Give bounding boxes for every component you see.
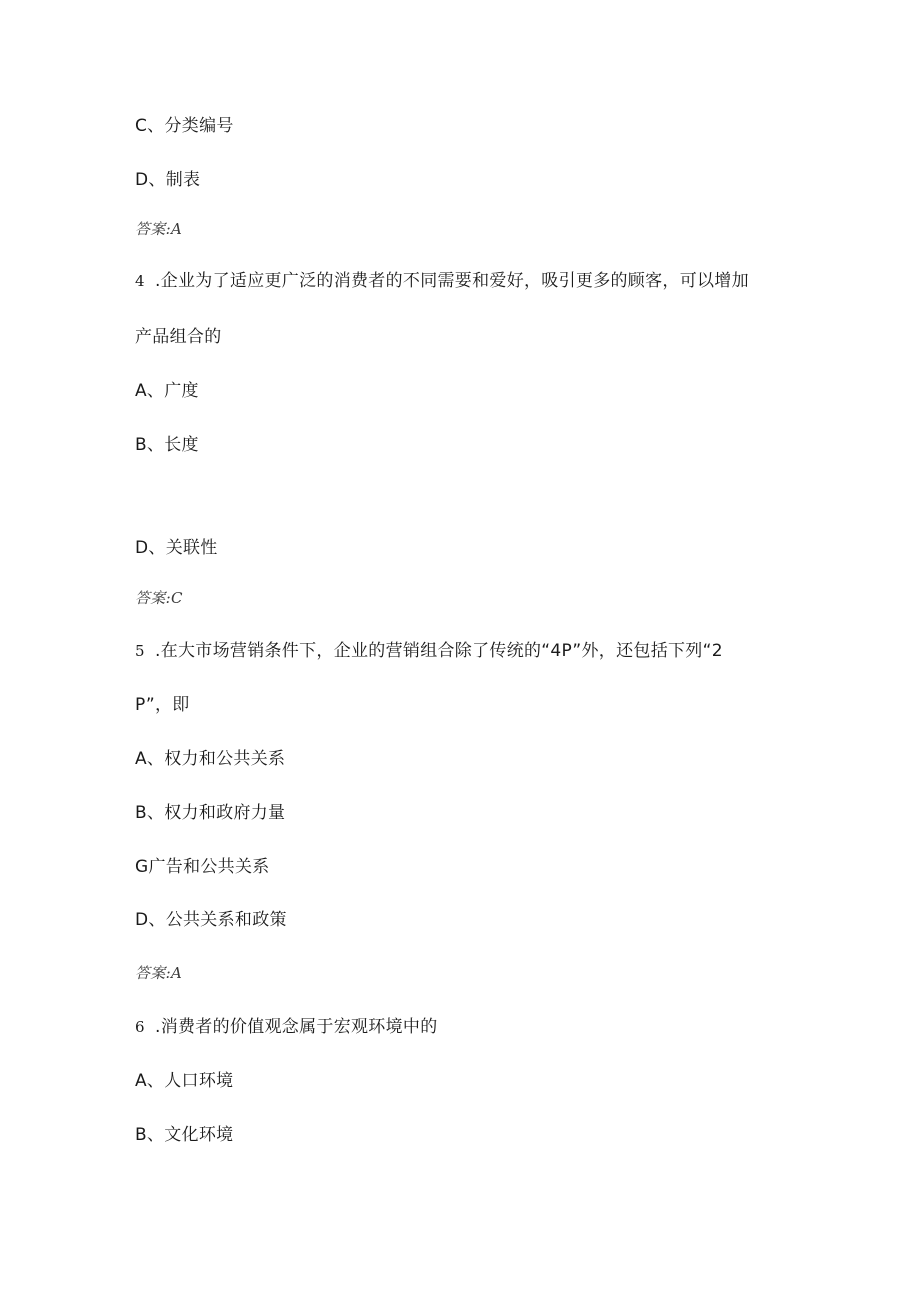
question-line [135,1015,438,1039]
option-line [135,433,199,457]
option-line [135,1069,233,1093]
question-number: 4 [135,272,145,290]
option-text: C、分类编号 [135,116,234,136]
option-text: A、广度 [135,381,199,401]
option-text: B、文化环境 [135,1125,234,1145]
question-number: 5 [135,642,145,660]
continuation-text: 产品组合的 [135,327,222,347]
option-text: D、关联性 [135,538,218,558]
answer-line [135,217,182,241]
option-text: G广告和公共关系 [135,857,270,877]
option-text: A、权力和公共关系 [135,749,286,769]
answer-text: 答案:C [135,589,183,607]
option-text: B、长度 [135,435,199,455]
answer-text: 答案:A [135,964,183,982]
question-text: .消费者的价值观念属于宏观环境中的 [155,1017,438,1037]
answer-line [135,961,182,985]
option-line [135,908,287,932]
question-line [135,269,749,293]
option-line [135,747,285,771]
question-text: .在大市场营销条件下，企业的营销组合除了传统的“4P”外，还包括下列“2 [155,641,723,661]
option-line [135,536,218,560]
question-number: 6 [135,1018,145,1036]
option-text: D、制表 [135,170,201,190]
option-line [135,801,285,825]
option-line [135,1123,233,1147]
option-line [135,855,270,879]
answer-text: 答案:A [135,220,183,238]
question-text: .企业为了适应更广泛的消费者的不同需要和爱好，吸引更多的顾客，可以增加 [155,271,749,291]
question-line [135,639,723,663]
question-continuation [135,325,222,349]
option-line [135,379,199,403]
option-line [135,114,234,138]
continuation-text: P”，即 [135,695,190,715]
question-continuation [135,693,190,717]
option-text: A、人口环境 [135,1071,234,1091]
option-line [135,168,200,192]
option-text: B、权力和政府力量 [135,803,286,823]
answer-line [135,586,183,610]
option-text: D、公共关系和政策 [135,910,287,930]
